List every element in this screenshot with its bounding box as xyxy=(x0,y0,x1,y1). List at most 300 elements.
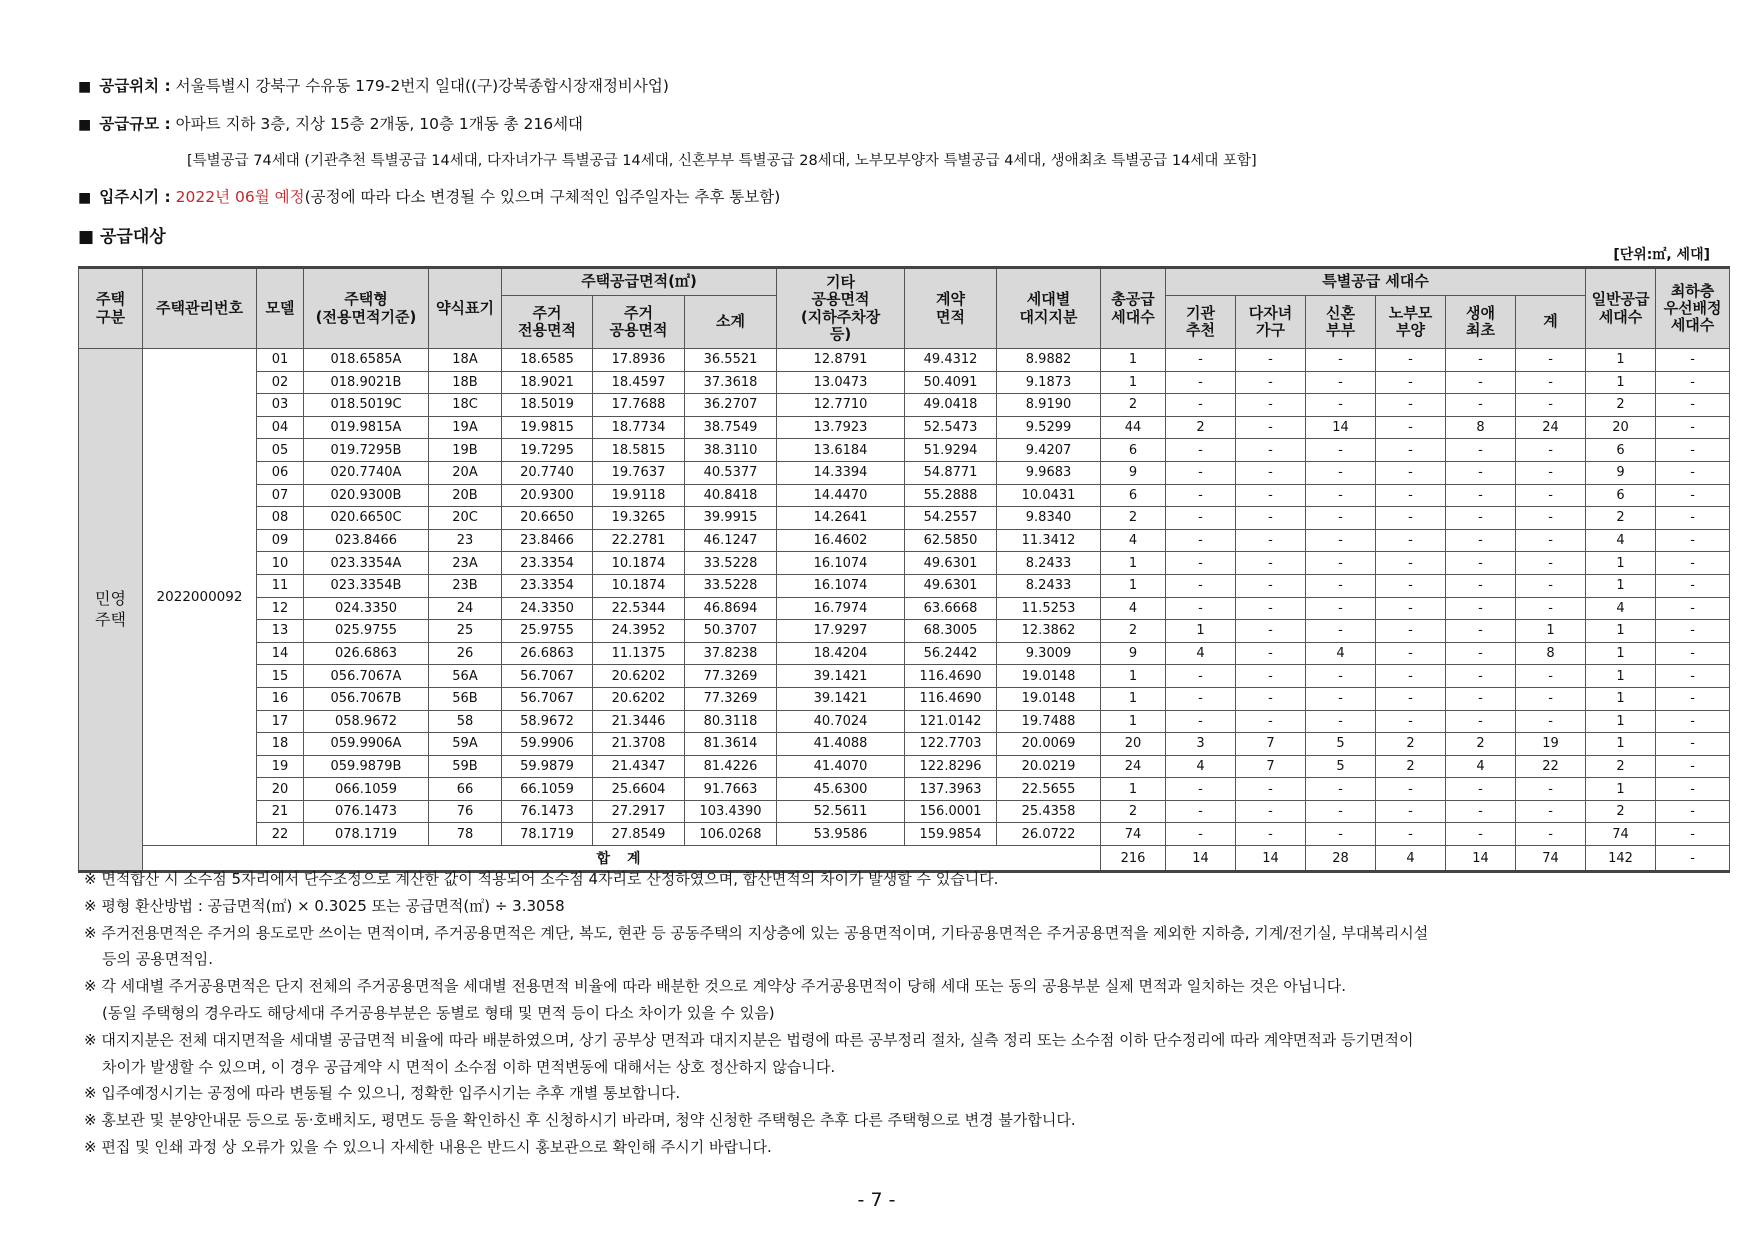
table-cell: - xyxy=(1516,823,1586,846)
table-cell: 58 xyxy=(429,710,502,733)
header-special-supply: 특별공급 세대수 xyxy=(1166,268,1586,296)
table-cell: 18A xyxy=(429,349,502,372)
section-title: ■ 공급대상 xyxy=(78,227,166,247)
table-cell: 19.3265 xyxy=(593,507,685,530)
table-cell: - xyxy=(1376,620,1446,643)
table-cell: 9.9683 xyxy=(997,461,1101,484)
total-cell: 14 xyxy=(1166,846,1236,872)
mgmt-no-cell: 2022000092 xyxy=(143,349,257,846)
table-cell: - xyxy=(1236,597,1306,620)
table-cell: - xyxy=(1446,507,1516,530)
header-newlywed: 신혼 부부 xyxy=(1306,296,1376,349)
table-cell: 59B xyxy=(429,755,502,778)
table-cell: 103.4390 xyxy=(685,800,777,823)
table-cell: 106.0268 xyxy=(685,823,777,846)
table-cell: - xyxy=(1166,574,1236,597)
table-row xyxy=(79,755,1730,778)
table-cell: 49.0418 xyxy=(905,394,997,417)
table-row xyxy=(79,416,1730,439)
table-cell: - xyxy=(1376,823,1446,846)
table-cell: 24.3952 xyxy=(593,620,685,643)
table-cell: 19.7637 xyxy=(593,461,685,484)
table-cell: 41.4070 xyxy=(777,755,905,778)
table-row xyxy=(79,778,1730,801)
table-cell: 1 xyxy=(1586,710,1656,733)
table-cell: 05 xyxy=(257,439,304,462)
table-cell: 22.5344 xyxy=(593,597,685,620)
table-row xyxy=(79,710,1730,733)
table-cell: 17.8936 xyxy=(593,349,685,372)
table-cell: 56.2442 xyxy=(905,642,997,665)
table-cell: - xyxy=(1446,349,1516,372)
table-cell: - xyxy=(1236,461,1306,484)
total-label: 합 계 xyxy=(143,846,1101,872)
table-cell: 2 xyxy=(1586,507,1656,530)
table-cell: 08 xyxy=(257,507,304,530)
table-row xyxy=(79,507,1730,530)
table-cell: 59.9879 xyxy=(502,755,593,778)
location-label: 공급위치 : xyxy=(99,77,171,95)
table-cell: - xyxy=(1656,687,1730,710)
table-cell: 059.9879B xyxy=(304,755,429,778)
table-cell: 52.5611 xyxy=(777,800,905,823)
table-cell: 20.6202 xyxy=(593,665,685,688)
table-cell: 91.7663 xyxy=(685,778,777,801)
table-cell: - xyxy=(1306,620,1376,643)
table-cell: - xyxy=(1446,642,1516,665)
table-cell: - xyxy=(1656,733,1730,756)
table-cell: - xyxy=(1166,371,1236,394)
table-cell: 12 xyxy=(257,597,304,620)
table-cell: 1 xyxy=(1586,687,1656,710)
table-cell: - xyxy=(1656,484,1730,507)
table-cell: 9 xyxy=(1101,461,1166,484)
table-cell: 1 xyxy=(1516,620,1586,643)
table-cell: 16.4602 xyxy=(777,529,905,552)
table-cell: 2 xyxy=(1446,733,1516,756)
table-cell: 77.3269 xyxy=(685,665,777,688)
table-cell: 019.9815A xyxy=(304,416,429,439)
table-cell: - xyxy=(1236,484,1306,507)
table-cell: 54.2557 xyxy=(905,507,997,530)
table-cell: 2 xyxy=(1101,507,1166,530)
table-cell: - xyxy=(1236,371,1306,394)
table-cell: 68.3005 xyxy=(905,620,997,643)
table-cell: 20 xyxy=(1586,416,1656,439)
table-cell: 19.0148 xyxy=(997,687,1101,710)
table-cell: 80.3118 xyxy=(685,710,777,733)
table-cell: 63.6668 xyxy=(905,597,997,620)
table-row xyxy=(79,574,1730,597)
total-cell: 142 xyxy=(1586,846,1656,872)
table-cell: - xyxy=(1306,665,1376,688)
table-cell: - xyxy=(1656,349,1730,372)
table-cell: - xyxy=(1516,778,1586,801)
table-cell: 21.4347 xyxy=(593,755,685,778)
table-cell: 024.3350 xyxy=(304,597,429,620)
table-cell: 1 xyxy=(1101,552,1166,575)
header-total-supply: 총공급 세대수 xyxy=(1101,268,1166,349)
table-cell: 36.5521 xyxy=(685,349,777,372)
table-cell: 2 xyxy=(1101,620,1166,643)
table-cell: - xyxy=(1306,597,1376,620)
table-row xyxy=(79,529,1730,552)
table-cell: 10.1874 xyxy=(593,552,685,575)
table-cell: - xyxy=(1516,394,1586,417)
header-contract-area: 계약 면적 xyxy=(905,268,997,349)
table-cell: 7 xyxy=(1236,755,1306,778)
table-cell: 116.4690 xyxy=(905,687,997,710)
table-cell: - xyxy=(1656,529,1730,552)
table-cell: 74 xyxy=(1101,823,1166,846)
table-cell: - xyxy=(1236,529,1306,552)
table-cell: 21 xyxy=(257,800,304,823)
table-cell: 25 xyxy=(429,620,502,643)
table-cell: 20.6202 xyxy=(593,687,685,710)
table-cell: 020.7740A xyxy=(304,461,429,484)
table-cell: - xyxy=(1236,552,1306,575)
table-cell: - xyxy=(1656,710,1730,733)
table-cell: - xyxy=(1306,823,1376,846)
table-cell: 14.4470 xyxy=(777,484,905,507)
table-cell: - xyxy=(1516,574,1586,597)
table-cell: - xyxy=(1516,349,1586,372)
header-other-common: 기타 공용면적 (지하주차장 등) xyxy=(777,268,905,349)
table-cell: 156.0001 xyxy=(905,800,997,823)
table-cell: 1 xyxy=(1101,349,1166,372)
header-multi-child: 다자녀 가구 xyxy=(1236,296,1306,349)
table-cell: 7 xyxy=(1236,733,1306,756)
table-cell: 51.9294 xyxy=(905,439,997,462)
table-cell: - xyxy=(1306,484,1376,507)
table-cell: - xyxy=(1656,800,1730,823)
table-cell: - xyxy=(1446,371,1516,394)
table-cell: - xyxy=(1656,552,1730,575)
table-cell: 1 xyxy=(1586,733,1656,756)
table-cell: 59.9906 xyxy=(502,733,593,756)
table-cell: - xyxy=(1376,461,1446,484)
table-cell: 26 xyxy=(429,642,502,665)
table-cell: 20.7740 xyxy=(502,461,593,484)
table-cell: 17 xyxy=(257,710,304,733)
table-cell: 23A xyxy=(429,552,502,575)
table-cell: 24 xyxy=(1101,755,1166,778)
table-cell: 23 xyxy=(429,529,502,552)
table-cell: - xyxy=(1446,710,1516,733)
table-cell: 56B xyxy=(429,687,502,710)
table-cell: 1 xyxy=(1101,710,1166,733)
note-item-continued: 차이가 발생할 수 있으며, 이 경우 공급계약 시 면적이 소수점 이하 면적변동에 대해서는 상호 정산하지 않습니다. xyxy=(102,1057,836,1076)
table-row xyxy=(79,439,1730,462)
table-cell: - xyxy=(1446,665,1516,688)
table-cell: - xyxy=(1656,394,1730,417)
table-cell: 6 xyxy=(1586,439,1656,462)
total-cell: 216 xyxy=(1101,846,1166,872)
table-cell: 20C xyxy=(429,507,502,530)
table-cell: - xyxy=(1516,439,1586,462)
total-cell: 14 xyxy=(1446,846,1516,872)
table-cell: 13.0473 xyxy=(777,371,905,394)
table-cell: - xyxy=(1306,574,1376,597)
table-cell: 2 xyxy=(1101,394,1166,417)
table-row xyxy=(79,461,1730,484)
table-cell: - xyxy=(1166,800,1236,823)
table-cell: 19.9118 xyxy=(593,484,685,507)
header-land-share: 세대별 대지지분 xyxy=(997,268,1101,349)
table-cell: 14.2641 xyxy=(777,507,905,530)
table-cell: - xyxy=(1376,800,1446,823)
table-cell: - xyxy=(1376,642,1446,665)
table-cell: - xyxy=(1166,823,1236,846)
table-cell: 10 xyxy=(257,552,304,575)
table-cell: - xyxy=(1306,687,1376,710)
table-cell: - xyxy=(1656,439,1730,462)
table-cell: - xyxy=(1236,394,1306,417)
table-cell: - xyxy=(1306,552,1376,575)
table-cell: 52.5473 xyxy=(905,416,997,439)
table-cell: 24.3350 xyxy=(502,597,593,620)
table-cell: 9.4207 xyxy=(997,439,1101,462)
table-cell: 49.4312 xyxy=(905,349,997,372)
table-cell: - xyxy=(1376,349,1446,372)
table-cell: - xyxy=(1376,552,1446,575)
table-cell: 1 xyxy=(1586,349,1656,372)
table-cell: 059.9906A xyxy=(304,733,429,756)
table-cell: - xyxy=(1376,529,1446,552)
table-cell: 46.1247 xyxy=(685,529,777,552)
table-cell: - xyxy=(1236,710,1306,733)
table-cell: 40.7024 xyxy=(777,710,905,733)
note-item: ※ 평형 환산방법 : 공급면적(㎡) × 0.3025 또는 공급면적(㎡) ÷ 3.3058 xyxy=(84,896,565,915)
table-cell: 023.3354B xyxy=(304,574,429,597)
table-cell: 137.3963 xyxy=(905,778,997,801)
table-cell: 27.8549 xyxy=(593,823,685,846)
table-cell: 18.9021 xyxy=(502,371,593,394)
table-cell: 19 xyxy=(1516,733,1586,756)
table-cell: - xyxy=(1166,349,1236,372)
table-cell: 14 xyxy=(257,642,304,665)
table-cell: 25.6604 xyxy=(593,778,685,801)
bullet-icon: ■ xyxy=(78,190,92,206)
header-subtotal: 소계 xyxy=(685,296,777,349)
table-cell: 74 xyxy=(1586,823,1656,846)
table-cell: - xyxy=(1306,800,1376,823)
table-cell: 62.5850 xyxy=(905,529,997,552)
table-cell: 15 xyxy=(257,665,304,688)
note-item: ※ 면적합산 시 소수점 5자리에서 단수조정으로 계산한 값이 적용되어 소수점 4자리로 산정하였으며, 합산면적의 차이가 발생할 수 있습니다. xyxy=(84,870,999,888)
note-item-continued: (동일 주택형의 경우라도 해당세대 주거공용부분은 동별로 형태 및 면적 등이 다소 차이가 있을 수 있음) xyxy=(102,1003,775,1022)
table-cell: - xyxy=(1166,552,1236,575)
table-cell: 27.2917 xyxy=(593,800,685,823)
table-cell: 2 xyxy=(1101,800,1166,823)
table-cell: 17.9297 xyxy=(777,620,905,643)
table-cell: 23.8466 xyxy=(502,529,593,552)
table-cell: 20.9300 xyxy=(502,484,593,507)
table-cell: 56A xyxy=(429,665,502,688)
header-first-time: 생애 최초 xyxy=(1446,296,1516,349)
table-cell: 019.7295B xyxy=(304,439,429,462)
table-cell: 4 xyxy=(1446,755,1516,778)
table-cell: 04 xyxy=(257,416,304,439)
table-cell: 18.5815 xyxy=(593,439,685,462)
table-cell: - xyxy=(1376,371,1446,394)
table-cell: - xyxy=(1656,823,1730,846)
table-cell: 16.1074 xyxy=(777,552,905,575)
info-move-in xyxy=(78,185,780,207)
table-cell: - xyxy=(1306,394,1376,417)
table-cell: 8.2433 xyxy=(997,552,1101,575)
table-cell: - xyxy=(1516,710,1586,733)
table-cell: 10.0431 xyxy=(997,484,1101,507)
table-cell: 20B xyxy=(429,484,502,507)
table-cell: 9 xyxy=(1101,642,1166,665)
table-cell: 11.1375 xyxy=(593,642,685,665)
table-cell: 1 xyxy=(1101,574,1166,597)
table-cell: 20 xyxy=(257,778,304,801)
table-cell: 5 xyxy=(1306,755,1376,778)
bullet-icon: ■ xyxy=(78,79,92,95)
table-row xyxy=(79,484,1730,507)
header-common: 주거 공용면적 xyxy=(593,296,685,349)
table-cell: - xyxy=(1516,371,1586,394)
table-row xyxy=(79,823,1730,846)
table-cell: - xyxy=(1446,778,1516,801)
table-row xyxy=(79,349,1730,372)
table-cell: - xyxy=(1376,778,1446,801)
table-cell: - xyxy=(1376,597,1446,620)
table-cell: 20.0219 xyxy=(997,755,1101,778)
table-cell: 40.8418 xyxy=(685,484,777,507)
table-cell: 38.3110 xyxy=(685,439,777,462)
table-cell: 6 xyxy=(1101,439,1166,462)
table-cell: 46.8694 xyxy=(685,597,777,620)
table-cell: 49.6301 xyxy=(905,574,997,597)
table-cell: 2 xyxy=(1586,755,1656,778)
table-cell: 58.9672 xyxy=(502,710,593,733)
table-cell: 22.2781 xyxy=(593,529,685,552)
table-cell: 1 xyxy=(1101,778,1166,801)
table-cell: 025.9755 xyxy=(304,620,429,643)
table-cell: - xyxy=(1656,461,1730,484)
table-cell: 078.1719 xyxy=(304,823,429,846)
table-cell: 023.8466 xyxy=(304,529,429,552)
table-cell: 1 xyxy=(1101,371,1166,394)
table-cell: 66 xyxy=(429,778,502,801)
table-cell: 12.8791 xyxy=(777,349,905,372)
table-cell: 18.4204 xyxy=(777,642,905,665)
table-cell: 20.6650 xyxy=(502,507,593,530)
table-cell: - xyxy=(1516,800,1586,823)
table-cell: - xyxy=(1166,597,1236,620)
note-item: ※ 입주예정시기는 공정에 따라 변동될 수 있으니, 정확한 입주시기는 추후 개별 통보합니다. xyxy=(84,1084,681,1103)
table-cell: 6 xyxy=(1101,484,1166,507)
scale-value: 아파트 지하 3층, 지상 15층 2개동, 10층 1개동 총 216세대 xyxy=(175,115,584,133)
table-cell: - xyxy=(1656,574,1730,597)
table-cell: - xyxy=(1446,439,1516,462)
table-cell: 3 xyxy=(1166,733,1236,756)
table-cell: 39.9915 xyxy=(685,507,777,530)
table-cell: 02 xyxy=(257,371,304,394)
table-cell: 53.9586 xyxy=(777,823,905,846)
table-cell: 23.3354 xyxy=(502,552,593,575)
table-cell: - xyxy=(1376,439,1446,462)
table-cell: 1 xyxy=(1101,687,1166,710)
table-cell: - xyxy=(1446,552,1516,575)
page-number: - 7 - xyxy=(857,1189,896,1211)
table-cell: 38.7549 xyxy=(685,416,777,439)
table-cell: - xyxy=(1656,665,1730,688)
table-cell: 066.1059 xyxy=(304,778,429,801)
table-cell: - xyxy=(1446,597,1516,620)
table-cell: 49.6301 xyxy=(905,552,997,575)
table-cell: 8.9882 xyxy=(997,349,1101,372)
move-in-label: 입주시기 : xyxy=(99,188,171,206)
table-cell: 2 xyxy=(1376,755,1446,778)
table-cell: 19.7488 xyxy=(997,710,1101,733)
table-cell: 9.3009 xyxy=(997,642,1101,665)
table-cell: 4 xyxy=(1166,755,1236,778)
header-lowest-floor: 최하층 우선배정 세대수 xyxy=(1656,268,1730,349)
header-elderly: 노부모 부양 xyxy=(1376,296,1446,349)
table-cell: 21.3446 xyxy=(593,710,685,733)
table-cell: 54.8771 xyxy=(905,461,997,484)
table-cell: 13.7923 xyxy=(777,416,905,439)
table-cell: 9 xyxy=(1586,461,1656,484)
table-cell: - xyxy=(1376,484,1446,507)
table-cell: 18.6585 xyxy=(502,349,593,372)
table-cell: 19B xyxy=(429,439,502,462)
table-cell: 11.5253 xyxy=(997,597,1101,620)
table-cell: - xyxy=(1236,416,1306,439)
table-cell: 4 xyxy=(1101,597,1166,620)
table-cell: 23B xyxy=(429,574,502,597)
total-cell: - xyxy=(1656,846,1730,872)
table-row xyxy=(79,733,1730,756)
table-cell: 1 xyxy=(1586,778,1656,801)
table-cell: 39.1421 xyxy=(777,687,905,710)
table-cell: 076.1473 xyxy=(304,800,429,823)
table-cell: - xyxy=(1446,800,1516,823)
table-cell: - xyxy=(1306,710,1376,733)
table-cell: 023.3354A xyxy=(304,552,429,575)
table-cell: 1 xyxy=(1586,371,1656,394)
table-cell: 07 xyxy=(257,484,304,507)
table-cell: 24 xyxy=(429,597,502,620)
header-short-label: 약식표기 xyxy=(429,268,502,349)
table-cell: 19.0148 xyxy=(997,665,1101,688)
table-cell: 8 xyxy=(1446,416,1516,439)
table-cell: 122.8296 xyxy=(905,755,997,778)
table-cell: 018.6585A xyxy=(304,349,429,372)
table-cell: - xyxy=(1376,416,1446,439)
table-cell: 1 xyxy=(1101,665,1166,688)
move-in-highlight: 2022년 06월 예정 xyxy=(175,188,305,206)
table-cell: - xyxy=(1516,529,1586,552)
table-cell: - xyxy=(1306,349,1376,372)
total-cell: 14 xyxy=(1236,846,1306,872)
table-cell: - xyxy=(1166,461,1236,484)
table-cell: 16 xyxy=(257,687,304,710)
notes xyxy=(84,866,1714,1161)
table-cell: 39.1421 xyxy=(777,665,905,688)
table-cell: 1 xyxy=(1586,552,1656,575)
table-cell: - xyxy=(1376,507,1446,530)
table-cell: 020.6650C xyxy=(304,507,429,530)
table-cell: 2 xyxy=(1166,416,1236,439)
total-cell: 4 xyxy=(1376,846,1446,872)
table-cell: - xyxy=(1236,620,1306,643)
table-cell: 01 xyxy=(257,349,304,372)
